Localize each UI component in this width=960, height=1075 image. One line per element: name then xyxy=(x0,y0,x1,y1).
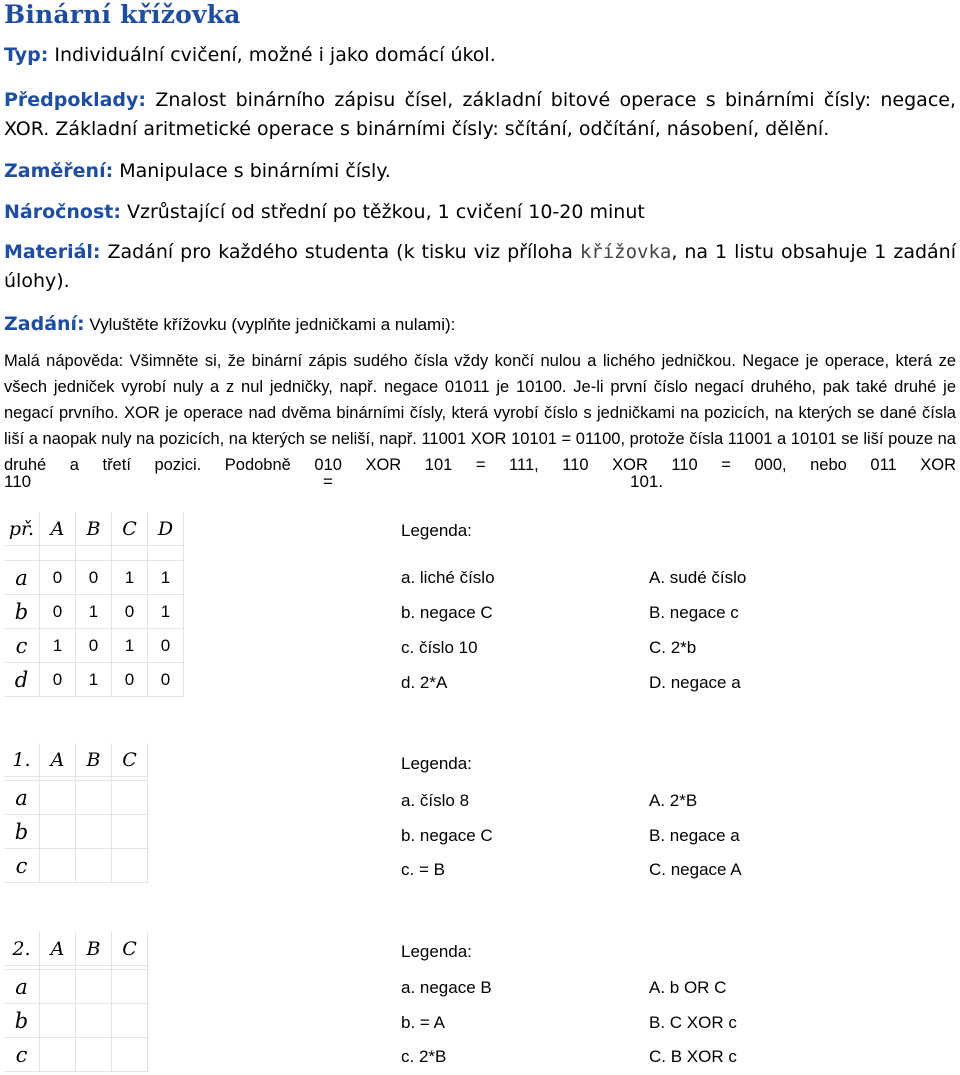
grid-row xyxy=(4,849,148,883)
legend-column-clue: A. sudé číslo xyxy=(649,568,747,587)
prerequisites-label: Předpoklady: xyxy=(4,89,146,111)
difficulty-line xyxy=(4,198,956,227)
legend-title: Legenda: xyxy=(401,521,472,540)
grid-corner-label: 2. xyxy=(4,932,40,966)
focus-text: Manipulace s binárními čísly. xyxy=(113,160,391,182)
legend-row-clue: c. číslo 10 xyxy=(401,638,478,657)
hint-last-101: 101. xyxy=(630,472,664,491)
grid-row xyxy=(4,1004,148,1038)
grid-cell[interactable] xyxy=(40,815,76,849)
difficulty-label: Náročnost: xyxy=(4,201,121,223)
row-label: c xyxy=(4,849,40,883)
column-label: D xyxy=(148,512,184,546)
crossword-2-grid xyxy=(4,932,148,1072)
column-label: A xyxy=(40,743,76,777)
grid-cell: 1 xyxy=(76,663,112,697)
hint-paragraph: Malá nápověda: Všimněte si, že binární zápis sudého čísla vždy končí nulou a lichého jedničkou. Negace je operace, která ze všech jedniček vyrobí nuly a z nul jedničky, např. negace 01011 je 10100. Je-li první číslo negací druhého, pak také druhé je negací prvního. XOR je operace nad dvěma binárními čísly, která vyrobí číslo s jedničkami na pozicích, na kterých se dané čísla liší a naopak nuly na pozicích, na kterých se neliší, např. 11001 XOR 10101 = 01100, protože čísla 11001 a 10101 se liší pouze na druhé a třetí pozici. Podobně 010 XOR 101 = 111, 110 XOR 110 = 000, nebo 011 XOR xyxy=(4,352,956,474)
grid-row xyxy=(4,815,148,849)
legend-column-clue: C. 2*b xyxy=(649,638,697,657)
grid-row xyxy=(4,1038,148,1072)
grid-cell: 0 xyxy=(112,595,148,629)
row-label: a xyxy=(4,970,40,1004)
task-text: Vyluštěte křížovku (vyplňte jedničkami a nulami): xyxy=(84,315,456,334)
column-label: B xyxy=(76,512,112,546)
legend-row-clue: c. 2*B xyxy=(401,1047,447,1066)
grid-cell: 0 xyxy=(76,561,112,595)
grid-cell: 0 xyxy=(148,663,184,697)
grid-cell[interactable] xyxy=(40,1038,76,1072)
grid-spacer-row xyxy=(4,546,184,561)
row-label: a xyxy=(4,561,40,595)
example-crossword-grid xyxy=(4,512,184,697)
legend-column-clue: C. negace A xyxy=(649,860,742,879)
grid-row xyxy=(4,970,148,1004)
grid-cell: 0 xyxy=(40,561,76,595)
legend-column-clue: B. negace a xyxy=(649,826,740,845)
grid-corner-label: 1. xyxy=(4,743,40,777)
material-label: Materiál: xyxy=(4,241,101,263)
grid-cell: 0 xyxy=(148,629,184,663)
legend-column-clue: C. B XOR c xyxy=(649,1047,737,1066)
column-label: C xyxy=(112,512,148,546)
page-title: Binární křížovka xyxy=(4,0,241,29)
grid-corner-label: př. xyxy=(4,512,40,546)
grid-cell[interactable] xyxy=(112,815,148,849)
grid-cell: 0 xyxy=(40,595,76,629)
row-label: a xyxy=(4,781,40,815)
legend-row-clue: a. negace B xyxy=(401,978,492,997)
row-label: c xyxy=(4,629,40,663)
grid-cell[interactable] xyxy=(76,849,112,883)
grid-cell[interactable] xyxy=(112,1038,148,1072)
row-label: b xyxy=(4,1004,40,1038)
column-label: C xyxy=(112,743,148,777)
grid-cell[interactable] xyxy=(112,849,148,883)
legend-row-clue: a. liché číslo xyxy=(401,568,495,587)
type-line xyxy=(4,41,956,70)
grid-cell: 1 xyxy=(148,595,184,629)
grid-cell[interactable] xyxy=(112,1004,148,1038)
legend-row-clue: b. negace C xyxy=(401,603,493,622)
grid-cell: 1 xyxy=(112,629,148,663)
legend-row-clue: a. číslo 8 xyxy=(401,791,470,810)
grid-cell[interactable] xyxy=(76,815,112,849)
grid-row xyxy=(4,663,184,697)
legend-row-clue: b. = A xyxy=(401,1013,445,1032)
legend-row-clue: c. = B xyxy=(401,860,445,879)
hint-last-equals: = xyxy=(323,472,333,491)
grid-cell: 1 xyxy=(76,595,112,629)
grid-cell[interactable] xyxy=(76,970,112,1004)
grid-header-row xyxy=(4,932,148,966)
material-file-name: křížovka xyxy=(579,241,672,263)
grid-cell[interactable] xyxy=(76,1038,112,1072)
grid-cell[interactable] xyxy=(112,970,148,1004)
task-label: Zadání: xyxy=(4,313,85,335)
column-label: A xyxy=(40,512,76,546)
legend-column-clue: A. b OR C xyxy=(649,978,727,997)
grid-header-row xyxy=(4,743,148,777)
column-label: B xyxy=(76,932,112,966)
crossword-1-grid xyxy=(4,743,148,883)
prerequisites-paragraph xyxy=(4,86,956,144)
grid-row xyxy=(4,781,148,815)
grid-cell: 1 xyxy=(112,561,148,595)
row-label: b xyxy=(4,815,40,849)
grid-cell[interactable] xyxy=(40,849,76,883)
row-label: d xyxy=(4,663,40,697)
row-label: c xyxy=(4,1038,40,1072)
type-text: Individuální cvičení, možné i jako domácí úkol. xyxy=(48,44,496,66)
grid-cell[interactable] xyxy=(76,781,112,815)
row-label: b xyxy=(4,595,40,629)
legend-column-clue: A. 2*B xyxy=(649,791,698,810)
grid-cell[interactable] xyxy=(112,781,148,815)
type-label: Typ: xyxy=(4,44,49,66)
material-text-after: , na 1 listu obsahuje 1 zadání úlohy). xyxy=(4,241,956,292)
grid-cell: 1 xyxy=(40,629,76,663)
grid-cell[interactable] xyxy=(40,781,76,815)
grid-cell: 0 xyxy=(76,629,112,663)
legend-title: Legenda: xyxy=(401,754,472,773)
legend-row-clue: d. 2*A xyxy=(401,673,448,692)
legend-column-clue: B. C XOR c xyxy=(649,1013,737,1032)
column-label: C xyxy=(112,932,148,966)
grid-cell[interactable] xyxy=(40,970,76,1004)
focus-line xyxy=(4,157,956,186)
legend-title: Legenda: xyxy=(401,942,472,961)
grid-row xyxy=(4,629,184,663)
grid-cell[interactable] xyxy=(76,1004,112,1038)
grid-row xyxy=(4,595,184,629)
material-paragraph xyxy=(4,238,956,296)
difficulty-text: Vzrůstající od střední po těžkou, 1 cvičení 10-20 minut xyxy=(120,201,645,223)
material-text-before: Zadání pro každého studenta (k tisku viz příloha xyxy=(100,241,580,263)
task-line xyxy=(4,310,956,339)
grid-cell: 0 xyxy=(112,663,148,697)
legend-column-clue: B. negace c xyxy=(649,603,739,622)
column-label: A xyxy=(40,932,76,966)
legend-row-clue: b. negace C xyxy=(401,826,493,845)
grid-cell: 0 xyxy=(40,663,76,697)
grid-header-row xyxy=(4,512,184,546)
legend-column-clue: D. negace a xyxy=(649,673,741,692)
hint-last-110: 110 xyxy=(4,472,32,491)
grid-row xyxy=(4,561,184,595)
column-label: B xyxy=(76,743,112,777)
grid-cell[interactable] xyxy=(40,1004,76,1038)
prerequisites-text: Znalost binárního zápisu čísel, základní bitové operace s binárními čísly: negace, XOR. Základní aritmetické operace s binárními čísly: sčítání, odčítání, násobení, dělění. xyxy=(4,89,956,140)
focus-label: Zaměření: xyxy=(4,160,114,182)
grid-cell: 1 xyxy=(148,561,184,595)
